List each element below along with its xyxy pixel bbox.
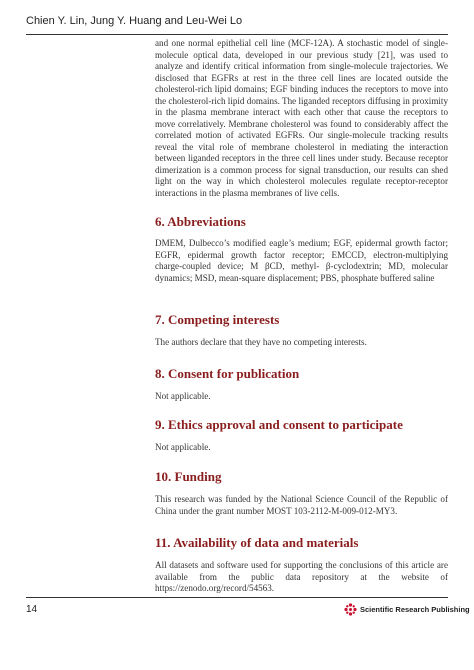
page-number: 14 (26, 604, 38, 615)
section-heading-consent: 8. Consent for publication (155, 366, 300, 381)
section-heading-funding: 10. Funding (155, 469, 222, 484)
publisher-logo (344, 602, 470, 616)
header-authors: Chien Y. Lin, Jung Y. Huang and Leu-Wei Lo (26, 15, 243, 27)
footer-rule (26, 597, 448, 598)
abbreviations-text: DMEM, Dulbecco’s modified eagle’s medium; EGF, epidermal growth factor; EGFR, epidermal growth factor receptor; EMCCD, electron-multiplying charge-coupled device; M βCD, methyl- β-cyclodextrin; MD, molecular dynamics; MSD, mean-square displacement; PBS, phosphate buffered saline (155, 238, 448, 283)
scirp-logo-icon (344, 603, 357, 616)
running-header (26, 12, 448, 35)
section-heading-competing-interests: 7. Competing interests (155, 312, 280, 327)
section-heading-ethics: 9. Ethics approval and consent to participate (155, 417, 403, 432)
funding-text: This research was funded by the National Science Council of the Republic of China under the grant number MOST 103-2112-M-009-012-MY3. (155, 494, 448, 516)
section-heading-abbreviations: 6. Abbreviations (155, 214, 246, 229)
publisher-name: Scientific Research Publishing (360, 604, 470, 614)
consent-text: Not applicable. (155, 391, 211, 401)
intro-block (155, 38, 448, 199)
intro-paragraph: and one normal epithelial cell line (MCF-12A). A stochastic model of single-molecule optical data, developed in our previous study [21], was used to analyze and identify critical information from single-molecule trajectories. We disclosed that EGFRs at rest in the three cell lines are located outside the cholesterol-rich lipid domains; EGF binding induces the receptors to move into the cholesterol-rich lipid domains. The liganded receptors diffusing in proximity in the plasma membrane interact with each other that cause the receptors to move correlatively. Membrane cholesterol was found to considerably affect the correlated motion of activated EGFRs. Our single-molecule tracking results reveal the vital role of membrane cholesterol in mediating the interaction between liganded receptors in the three cell lines under study. Because receptor dimerization is a common process for signal transduction, our results can shed light on the way in which cholesterol molecules regulate receptor-receptor interactions in the plasma membranes of live cells. (155, 38, 448, 198)
ethics-text: Not applicable. (155, 442, 211, 452)
availability-text: All datasets and software used for supporting the conclusions of this article are available from the public data repository at the website of https://zenodo.org/record/54563. (155, 560, 448, 593)
competing-interests-text: The authors declare that they have no competing interests. (155, 337, 367, 347)
section-heading-availability: 11. Availability of data and materials (155, 535, 359, 550)
